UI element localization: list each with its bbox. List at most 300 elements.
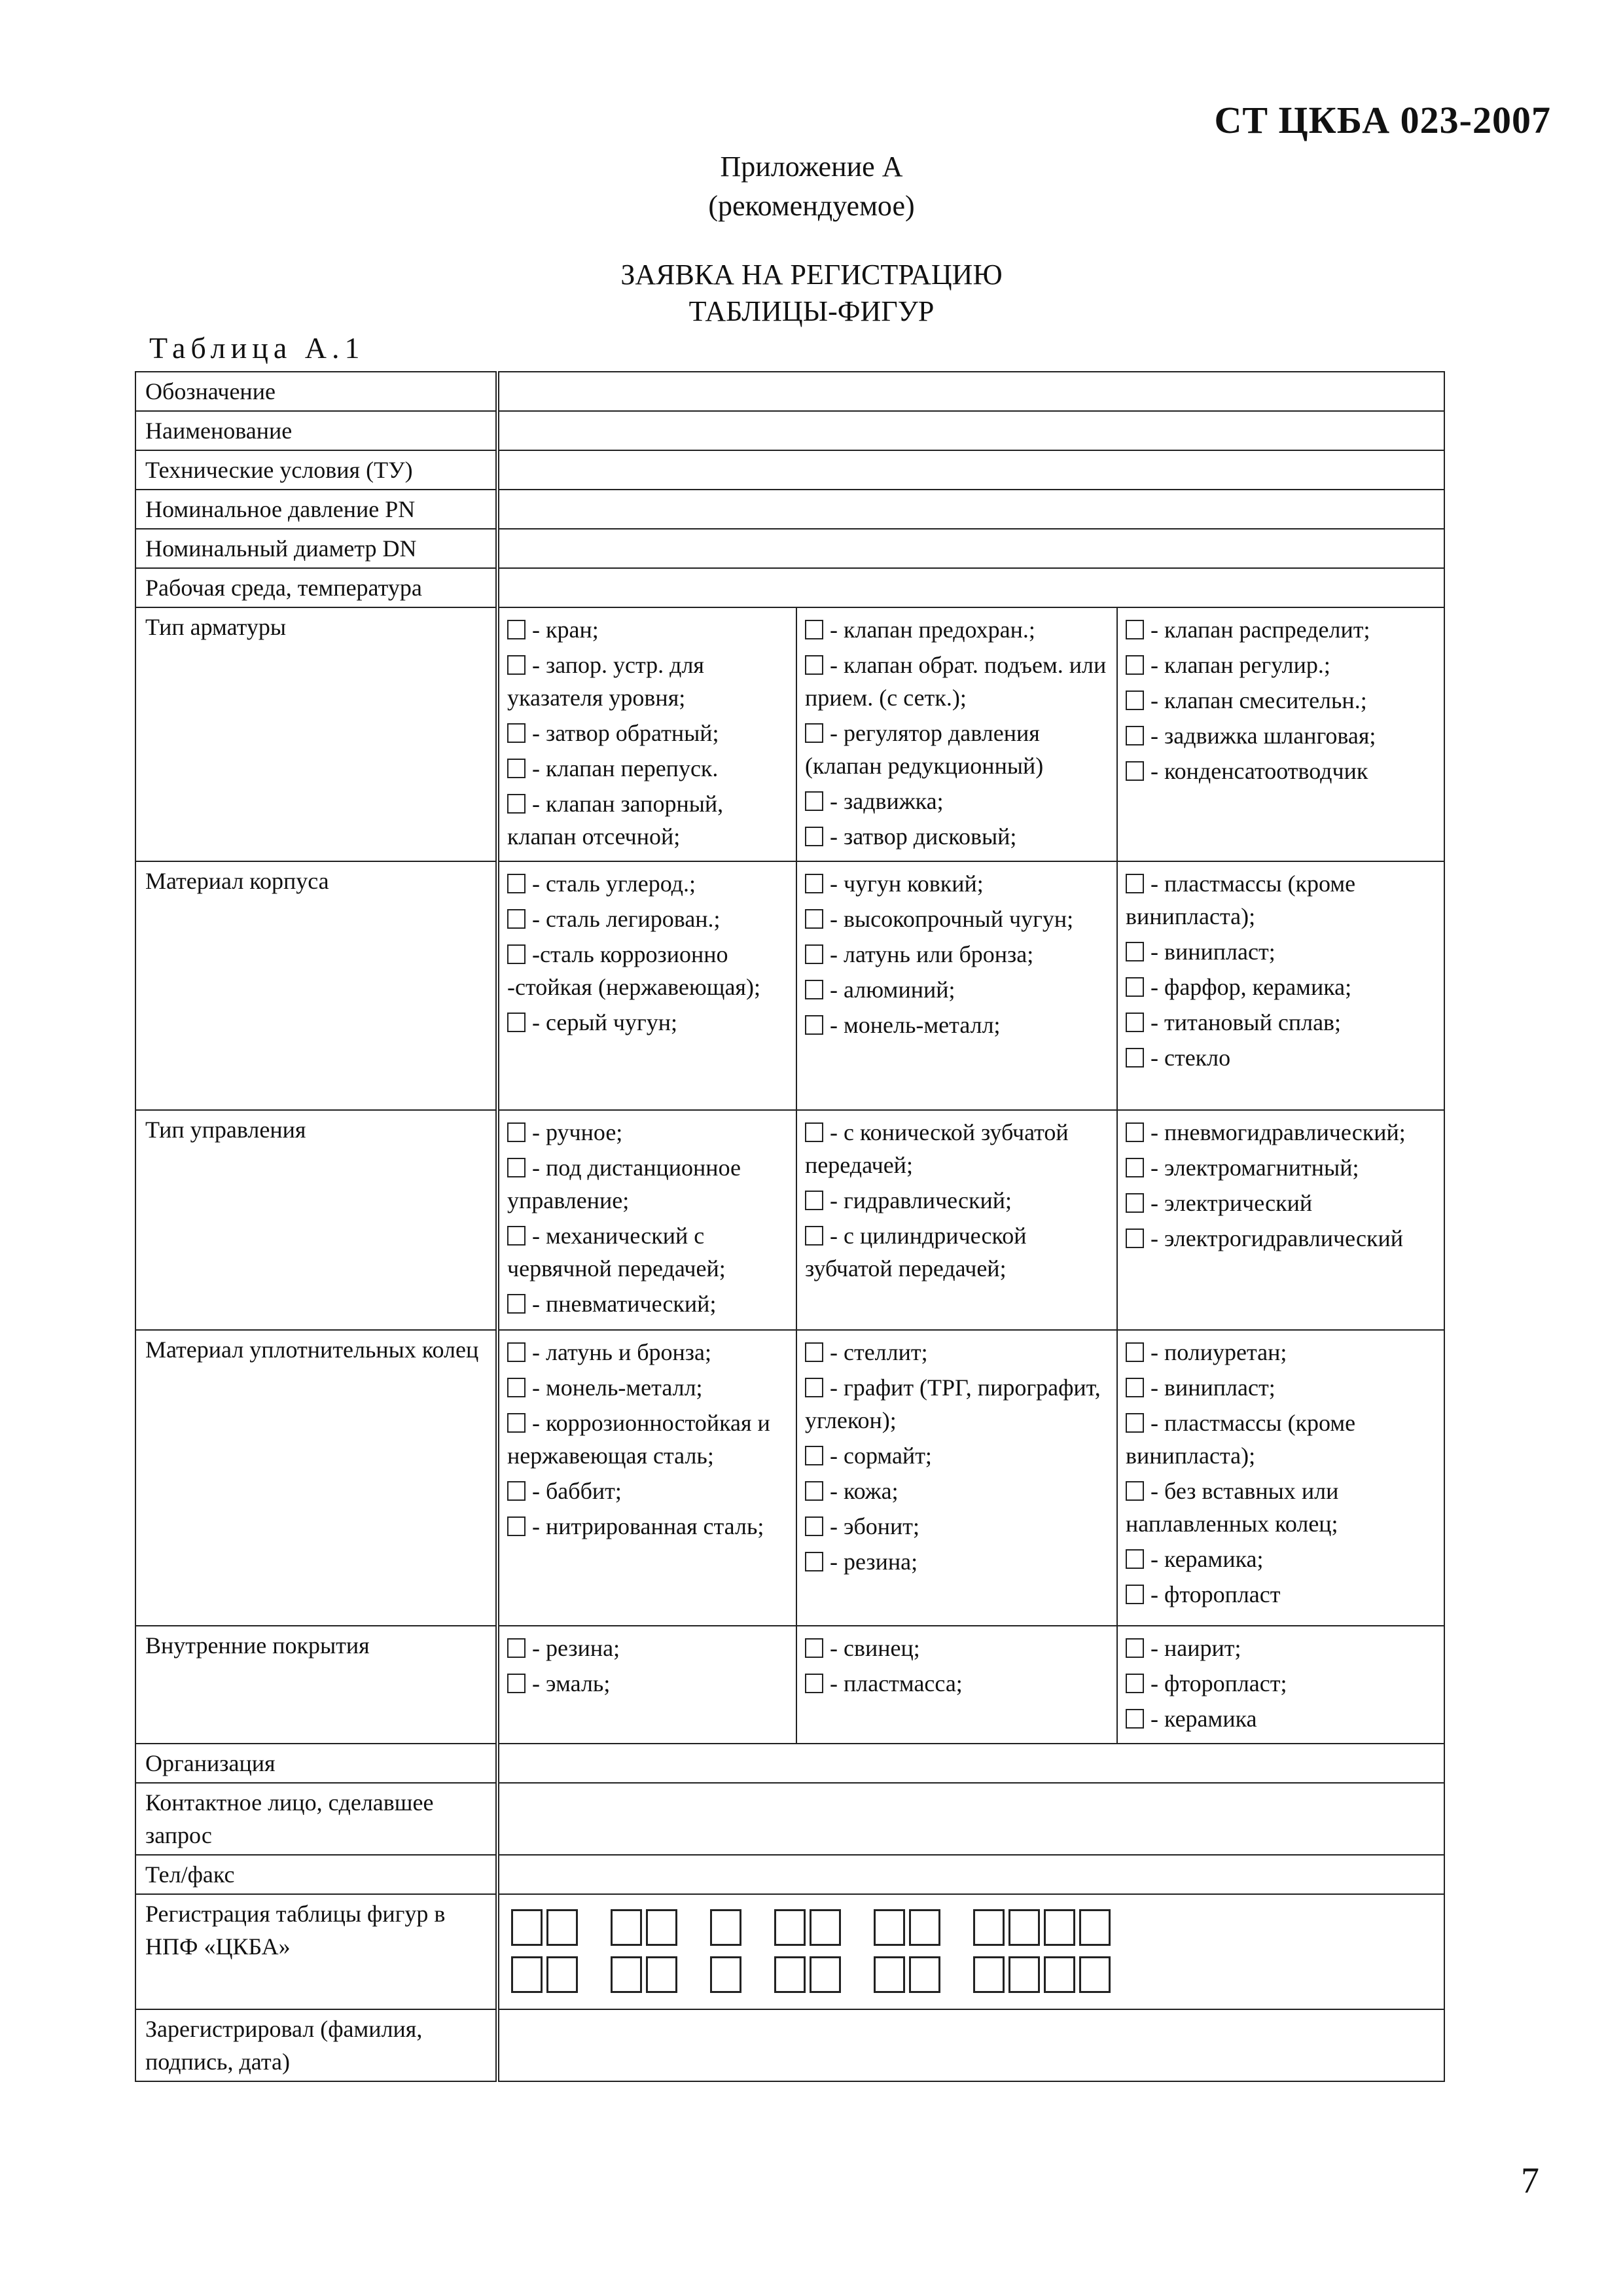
registration-digit-box[interactable] [909,1956,940,1993]
checkbox-option[interactable] [507,1336,788,1369]
checkbox[interactable] [507,1226,526,1246]
checkbox-option[interactable] [1126,1187,1436,1219]
checkbox-option[interactable] [1126,1543,1436,1575]
checkbox[interactable] [805,1674,823,1693]
checkbox-label: - стеллит; [830,1339,928,1365]
checkbox-option[interactable] [1126,1702,1436,1735]
checkbox-option[interactable] [805,903,1109,935]
checkbox-option[interactable] [507,787,788,853]
registration-digit-box[interactable] [1079,1909,1111,1946]
checkbox-label: - запор. устр. для указателя уровня; [507,652,704,711]
registration-digit-group [973,1909,1115,1946]
checkbox-label: - нитрированная сталь; [532,1513,764,1539]
checkbox[interactable] [507,1122,526,1142]
checkbox[interactable] [805,723,823,743]
checkbox-option[interactable] [507,1151,788,1217]
checkbox-label: - пластмасса; [830,1670,963,1696]
option-column [796,861,1117,1110]
option-column [796,1330,1117,1626]
checkbox-label: - сормайт; [830,1443,932,1469]
checkbox-label: - алюминий; [830,977,955,1003]
registration-digit-box[interactable] [646,1909,677,1946]
checkbox-option[interactable] [507,1287,788,1320]
checkbox[interactable] [805,1638,823,1658]
checkbox-label: - серый чугун; [532,1009,677,1035]
option-column [1117,607,1444,861]
checkbox[interactable] [1126,1549,1144,1569]
checkbox-option[interactable] [1126,755,1436,787]
option-column [1117,1110,1444,1330]
checkbox-label: - электрический [1150,1190,1313,1216]
checkbox-option[interactable] [805,649,1109,714]
checkbox-option[interactable] [805,613,1109,646]
contact-label: Организация [135,1744,497,1783]
option-column [1117,861,1444,1110]
field-value-input[interactable] [497,450,1444,490]
registration-digit-box[interactable] [973,1956,1005,1993]
table-caption: Таблица А.1 [149,331,365,365]
option-column [497,1626,796,1744]
checkbox[interactable] [1126,1048,1144,1067]
option-column [497,1110,796,1330]
checkbox-label: - под дистанционное управление; [507,1155,741,1213]
checkbox[interactable] [1126,1122,1144,1142]
checkbox[interactable] [507,909,526,929]
registration-digit-box[interactable] [810,1909,841,1946]
option-row-label: Внутренние покрытия [135,1626,497,1744]
checkbox-option[interactable] [507,613,788,646]
checkbox-option[interactable] [1126,971,1436,1003]
checkbox-label: - клапан распределит; [1150,617,1370,643]
checkbox[interactable] [805,791,823,811]
checkbox-label: - латунь или бронза; [830,941,1034,967]
checkbox-option[interactable] [1126,1151,1436,1184]
checkbox[interactable] [507,620,526,639]
checkbox-option[interactable] [507,903,788,935]
checkbox-option[interactable] [805,973,1109,1006]
form-row [135,372,1444,411]
checkbox[interactable] [1126,761,1144,781]
checkbox[interactable] [805,1015,823,1035]
checkbox-label: - коррозионностойкая и нержавеющая сталь; [507,1410,770,1469]
checkbox[interactable] [1126,691,1144,710]
field-value-input[interactable] [497,490,1444,529]
checkbox-label: - высокопрочный чугун; [830,906,1074,932]
registration-form-table [135,371,1445,2082]
checkbox-label: - пластмассы (кроме винипласта); [1126,870,1356,929]
checkbox-label: - клапан перепуск. [532,755,719,781]
registration-label: Регистрация таблицы фигур в НПФ «ЦКБА» [135,1894,497,2009]
registration-digit-box[interactable] [1008,1956,1040,1993]
field-value-input[interactable] [497,529,1444,568]
checkbox-option[interactable] [1126,1667,1436,1700]
checkbox-label: - фторопласт [1150,1581,1281,1607]
registration-digit-box[interactable] [774,1956,806,1993]
checkbox-option[interactable] [1126,613,1436,646]
checkbox-label: - винипласт; [1150,1374,1275,1401]
field-label: Обозначение [135,372,497,411]
checkbox[interactable] [507,655,526,675]
registration-digit-group [710,1909,745,1946]
checkbox[interactable] [507,723,526,743]
checkbox-option[interactable] [805,1439,1109,1472]
form-row [135,450,1444,490]
registration-digit-group [774,1956,845,1993]
checkbox-label: - ручное; [532,1119,623,1145]
checkbox-option[interactable] [507,1371,788,1404]
checkbox[interactable] [805,1191,823,1210]
checkbox-option[interactable] [1126,1006,1436,1039]
registered-by-input[interactable] [497,2009,1444,2081]
checkbox-label: - клапан смесительн.; [1150,687,1367,713]
registration-digit-box[interactable] [546,1956,578,1993]
checkbox-option[interactable] [1126,719,1436,752]
checkbox-option[interactable] [1126,649,1436,681]
checkbox[interactable] [1126,1229,1144,1248]
checkbox-option[interactable] [507,1116,788,1149]
registration-digit-group [511,1956,582,1993]
option-row-label: Материал уплотнительных колец [135,1330,497,1626]
checkbox[interactable] [1126,1013,1144,1032]
checkbox[interactable] [1126,1709,1144,1729]
contact-label: Контактное лицо, сделавшее запрос [135,1783,497,1855]
checkbox-label: - гидравлический; [830,1187,1012,1213]
registration-digit-box[interactable] [1044,1956,1075,1993]
checkbox-label: - пластмассы (кроме винипласта); [1126,1410,1356,1469]
form-row [135,411,1444,450]
checkbox[interactable] [805,909,823,929]
checkbox-option[interactable] [805,1371,1109,1437]
option-column [1117,1330,1444,1626]
form-title [0,257,1623,330]
checkbox-option[interactable] [1126,1632,1436,1664]
checkbox[interactable] [507,1674,526,1693]
checkbox-option[interactable] [805,867,1109,900]
checkbox-label: - графит (ТРГ, пирографит, углекон); [805,1374,1101,1433]
checkbox[interactable] [507,1294,526,1314]
checkbox[interactable] [805,944,823,964]
checkbox-label: - затвор обратный; [532,720,719,746]
contact-value-input[interactable] [497,1855,1444,1894]
form-row [135,529,1444,568]
checkbox-option[interactable] [507,1219,788,1285]
option-row [135,1626,1444,1744]
registration-digit-box[interactable] [909,1909,940,1946]
checkbox-label: - керамика; [1150,1546,1264,1572]
checkbox[interactable] [1126,1674,1144,1693]
checkbox-label: - сталь углерод.; [532,870,696,897]
checkbox-label: - задвижка; [830,788,944,814]
registration-number-row [511,1951,1432,1998]
checkbox-option[interactable] [805,1667,1109,1700]
appendix-heading [0,147,1623,226]
checkbox-option[interactable] [1126,1222,1436,1255]
checkbox[interactable] [805,874,823,893]
checkbox-option[interactable] [1126,867,1436,933]
checkbox-label: - клапан регулир.; [1150,652,1330,678]
checkbox-option[interactable] [507,867,788,900]
checkbox[interactable] [507,1378,526,1397]
checkbox-option[interactable] [805,1219,1109,1285]
checkbox-option[interactable] [507,649,788,714]
registration-number-grid [497,1894,1444,2009]
option-column [796,607,1117,861]
checkbox[interactable] [507,1638,526,1658]
registration-digit-box[interactable] [1008,1909,1040,1946]
registration-digit-group [973,1956,1115,1993]
field-label: Номинальное давление PN [135,490,497,529]
checkbox-option[interactable] [1126,1116,1436,1149]
registration-digit-group [611,1909,681,1946]
checkbox-option[interactable] [805,1336,1109,1369]
checkbox-label: - электромагнитный; [1150,1155,1359,1181]
checkbox-label: - резина; [830,1549,918,1575]
checkbox[interactable] [805,1122,823,1142]
checkbox[interactable] [805,1446,823,1465]
registration-digit-box[interactable] [874,1909,905,1946]
checkbox-option[interactable] [507,752,788,785]
registration-digit-group [710,1956,745,1993]
checkbox-label: - полиуретан; [1150,1339,1287,1365]
checkbox[interactable] [507,944,526,964]
form-title-line-1: ЗАЯВКА НА РЕГИСТРАЦИЮ [620,259,1003,291]
checkbox[interactable] [805,655,823,675]
checkbox[interactable] [805,1342,823,1362]
checkbox[interactable] [507,1413,526,1433]
checkbox-label: -сталь коррозионно -стойкая (нержавеющая); [507,941,760,1000]
checkbox-option[interactable] [805,1545,1109,1578]
registration-digit-group [511,1909,582,1946]
registration-digit-box[interactable] [611,1909,642,1946]
registration-number-row [511,1904,1432,1951]
checkbox-label: - фторопласт; [1150,1670,1287,1696]
checkbox[interactable] [1126,655,1144,675]
contact-row [135,1855,1444,1894]
registration-digit-box[interactable] [611,1956,642,1993]
registration-digit-box[interactable] [774,1909,806,1946]
checkbox-option[interactable] [507,1006,788,1039]
checkbox-option[interactable] [805,1510,1109,1543]
option-row-label: Тип арматуры [135,607,497,861]
checkbox-option[interactable] [507,1667,788,1700]
checkbox[interactable] [805,827,823,846]
checkbox-label: - затвор дисковый; [830,823,1017,850]
checkbox[interactable] [1126,1585,1144,1604]
checkbox[interactable] [805,620,823,639]
checkbox-option[interactable] [805,1475,1109,1507]
registration-digit-box[interactable] [1079,1956,1111,1993]
checkbox[interactable] [1126,942,1144,961]
option-row [135,1330,1444,1626]
registration-digit-box[interactable] [511,1909,543,1946]
checkbox-label: - латунь и бронза; [532,1339,711,1365]
registration-digit-box[interactable] [1044,1909,1075,1946]
registration-digit-group [611,1956,681,1993]
checkbox-label: - свинец; [830,1635,920,1661]
checkbox[interactable] [1126,620,1144,639]
checkbox-option[interactable] [507,1632,788,1664]
checkbox-option[interactable] [805,1116,1109,1181]
checkbox-label: - клапан предохран.; [830,617,1035,643]
page-number: 7 [1521,2161,1539,2201]
registration-row [135,1894,1444,2009]
checkbox-label: - эмаль; [532,1670,611,1696]
checkbox-label: - керамика [1150,1706,1257,1732]
registration-digit-group [874,1956,944,1993]
field-value-input[interactable] [497,411,1444,450]
checkbox-label: - кожа; [830,1478,899,1504]
checkbox-label: - эбонит; [830,1513,920,1539]
checkbox-label: - монель-металл; [830,1012,1001,1038]
checkbox-label: - стекло [1150,1045,1231,1071]
checkbox-label: - кран; [532,617,599,643]
checkbox-label: - без вставных или наплавленных колец; [1126,1478,1339,1537]
checkbox-label: - сталь легирован.; [532,906,721,932]
checkbox-option[interactable] [805,1009,1109,1041]
checkbox-option[interactable] [805,717,1109,782]
checkbox[interactable] [1126,726,1144,745]
checkbox-label: - электрогидравлический [1150,1225,1403,1251]
checkbox-label: - фарфор, керамика; [1150,974,1352,1000]
registration-digit-box[interactable] [710,1956,741,1993]
checkbox[interactable] [805,1516,823,1536]
checkbox[interactable] [805,980,823,999]
document-code: СТ ЦКБА 023-2007 [1214,99,1551,141]
checkbox[interactable] [507,1158,526,1177]
field-label: Наименование [135,411,497,450]
checkbox-option[interactable] [507,1407,788,1472]
checkbox-option[interactable] [1126,1336,1436,1369]
registered-by-row [135,2009,1444,2081]
checkbox[interactable] [805,1378,823,1397]
form-title-line-2: ТАБЛИЦЫ-ФИГУР [688,295,935,327]
checkbox[interactable] [507,1342,526,1362]
registration-digit-box[interactable] [973,1909,1005,1946]
checkbox[interactable] [1126,1638,1144,1658]
contact-value-input[interactable] [497,1783,1444,1855]
checkbox[interactable] [1126,1342,1144,1362]
checkbox[interactable] [507,1516,526,1536]
checkbox-label: - конденсатоотводчик [1150,758,1368,784]
checkbox[interactable] [805,1552,823,1571]
checkbox-label: - с цилиндрической зубчатой передачей; [805,1223,1027,1282]
checkbox-label: - пневматический; [532,1291,717,1317]
checkbox[interactable] [507,1013,526,1032]
checkbox-label: - с конической зубчатой передачей; [805,1119,1069,1178]
checkbox-option[interactable] [805,1632,1109,1664]
checkbox-label: - баббит; [532,1478,622,1504]
checkbox-label: - монель-металл; [532,1374,703,1401]
form-row [135,490,1444,529]
checkbox-label: - титановый сплав; [1150,1009,1342,1035]
field-label: Технические условия (ТУ) [135,450,497,490]
option-column [497,861,796,1110]
field-label: Рабочая среда, температура [135,568,497,607]
field-value-input[interactable] [497,372,1444,411]
checkbox[interactable] [1126,1378,1144,1397]
checkbox[interactable] [507,759,526,778]
checkbox[interactable] [1126,1481,1144,1501]
checkbox[interactable] [805,1226,823,1246]
form-body [135,372,1444,2081]
checkbox[interactable] [1126,1413,1144,1433]
appendix-line-1: Приложение А [720,151,903,183]
checkbox-option[interactable] [1126,1475,1436,1540]
contact-row [135,1783,1444,1855]
checkbox-option[interactable] [507,717,788,749]
checkbox-label: - механический с червячной передачей; [507,1223,726,1282]
checkbox-option[interactable] [1126,935,1436,968]
registration-digit-box[interactable] [810,1956,841,1993]
option-row-label: Тип управления [135,1110,497,1330]
checkbox-option[interactable] [1126,1578,1436,1611]
checkbox-option[interactable] [1126,1041,1436,1074]
checkbox-option[interactable] [805,785,1109,817]
registration-digit-box[interactable] [511,1956,543,1993]
option-row [135,861,1444,1110]
checkbox[interactable] [1126,977,1144,997]
registration-digit-box[interactable] [874,1956,905,1993]
checkbox[interactable] [507,794,526,814]
checkbox[interactable] [1126,874,1144,893]
checkbox-option[interactable] [507,1510,788,1543]
form-row [135,568,1444,607]
registration-digit-group [874,1909,944,1946]
checkbox-label: - задвижка шланговая; [1150,723,1376,749]
field-label: Номинальный диаметр DN [135,529,497,568]
option-column [497,1330,796,1626]
option-row [135,1110,1444,1330]
field-value-input[interactable] [497,568,1444,607]
checkbox-option[interactable] [1126,1407,1436,1472]
checkbox-option[interactable] [805,820,1109,853]
registration-digit-box[interactable] [646,1956,677,1993]
checkbox[interactable] [805,1481,823,1501]
checkbox-label: - резина; [532,1635,620,1661]
option-column [1117,1626,1444,1744]
checkbox-option[interactable] [1126,684,1436,717]
contact-label: Тел/факс [135,1855,497,1894]
option-column [497,607,796,861]
option-row [135,607,1444,861]
checkbox-option[interactable] [805,938,1109,971]
checkbox[interactable] [1126,1193,1144,1213]
checkbox-label: - пневмогидравлический; [1150,1119,1406,1145]
option-row-label: Материал корпуса [135,861,497,1110]
checkbox-label: - клапан запорный, клапан отсечной; [507,791,724,850]
checkbox-label: - наирит; [1150,1635,1241,1661]
registration-digit-box[interactable] [546,1909,578,1946]
checkbox-label: - винипласт; [1150,939,1275,965]
checkbox[interactable] [1126,1158,1144,1177]
appendix-line-2: (рекомендуемое) [708,190,915,222]
registered-by-label: Зарегистрировал (фамилия, подпись, дата) [135,2009,497,2081]
registration-digit-box[interactable] [710,1909,741,1946]
checkbox-label: - клапан обрат. подъем. или прием. (с сетк.); [805,652,1107,711]
checkbox[interactable] [507,874,526,893]
checkbox-option[interactable] [1126,1371,1436,1404]
checkbox-option[interactable] [805,1184,1109,1217]
registration-digit-group [774,1909,845,1946]
checkbox-option[interactable] [507,938,788,1003]
contact-row [135,1744,1444,1783]
checkbox-option[interactable] [507,1475,788,1507]
option-column [796,1626,1117,1744]
checkbox-label: - регулятор давления (клапан редукционный) [805,720,1044,779]
checkbox[interactable] [507,1481,526,1501]
contact-value-input[interactable] [497,1744,1444,1783]
checkbox-label: - чугун ковкий; [830,870,984,897]
